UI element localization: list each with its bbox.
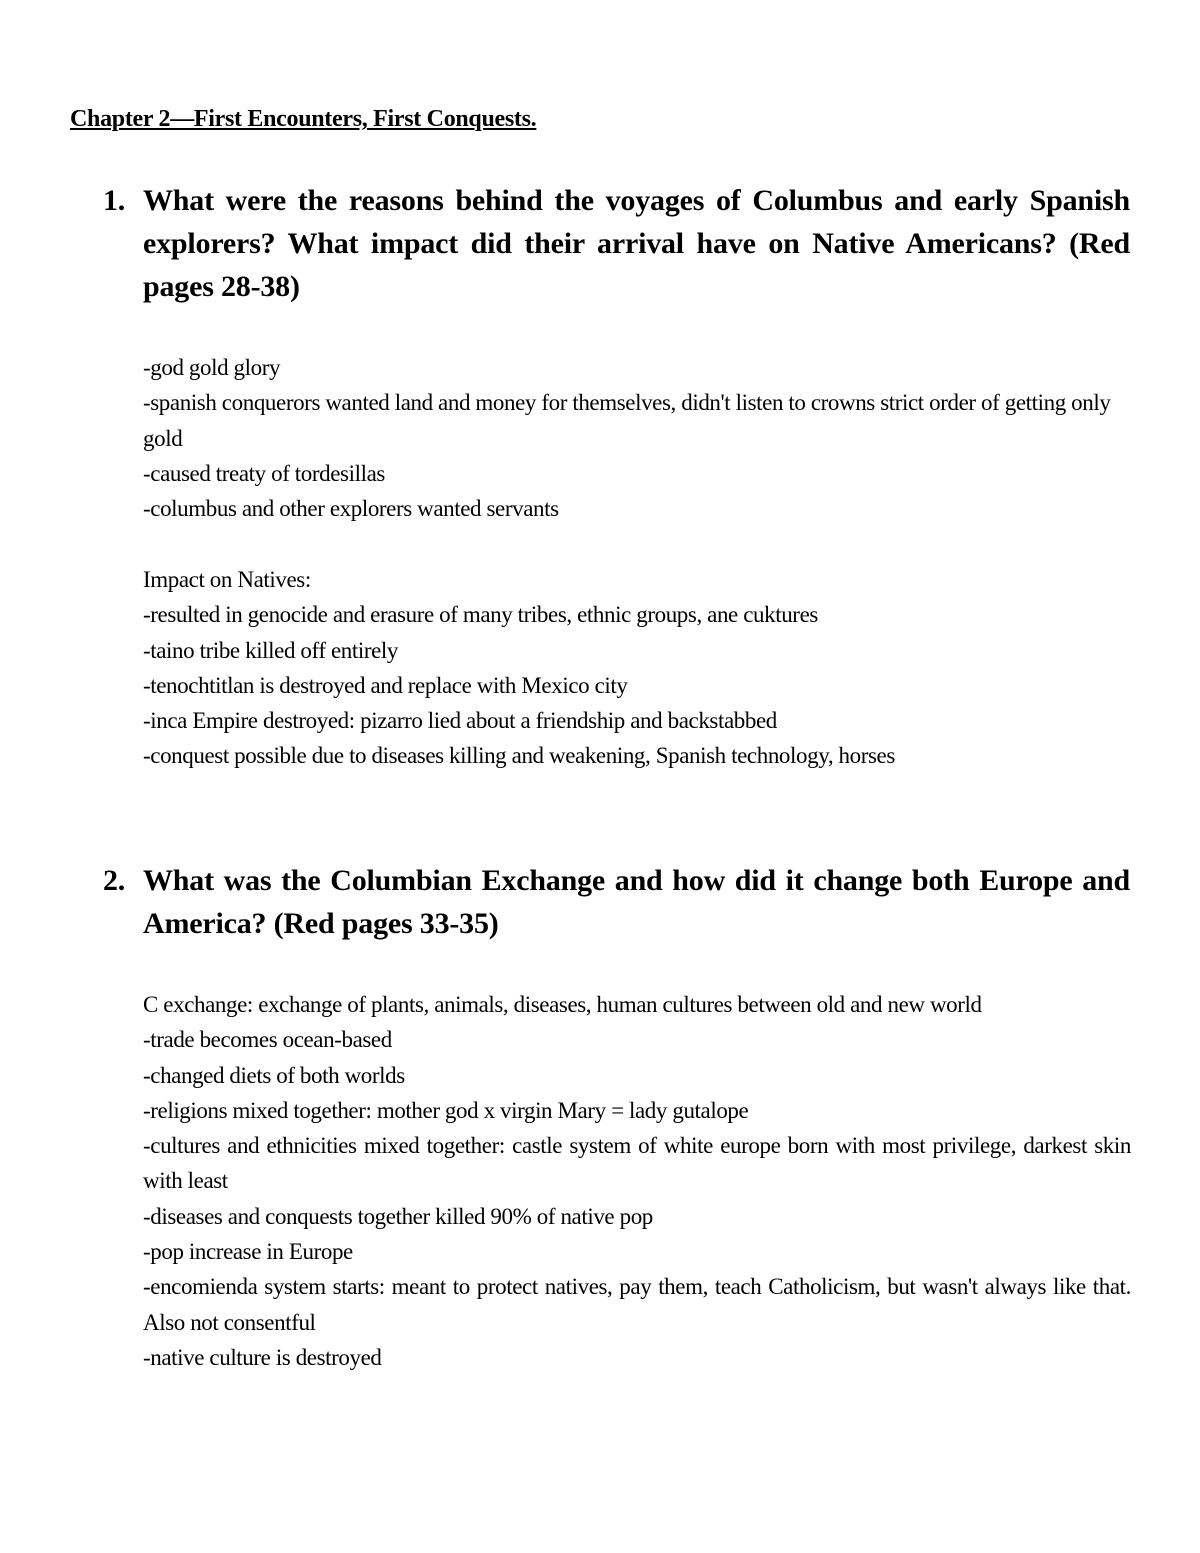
question-2 <box>103 859 1130 945</box>
answer-line: -native culture is destroyed <box>143 1344 382 1370</box>
answer-line: -religions mixed together: mother god x virgin Mary = lady gutalope <box>143 1097 749 1123</box>
chapter-title: Chapter 2—First Encounters, First Conquests. <box>70 106 537 132</box>
answer-list-exchange <box>143 987 1131 1375</box>
question-1 <box>103 179 1130 308</box>
impact-heading: Impact on Natives: <box>143 567 311 592</box>
answer-line: -encomienda system starts: meant to protect natives, pay them, teach Catholicism, but wasn't always like that. Also not consentful <box>143 1274 1131 1335</box>
question-text: What were the reasons behind the voyages of Columbus and early Spanish explorers? What impact did their arrival have on Native Americans? (Red pages 28-38) <box>143 184 1130 303</box>
answer-list-impact <box>143 562 1131 774</box>
question-text: What was the Columbian Exchange and how did it change both Europe and America? (Red pages 33-35) <box>143 864 1130 940</box>
answer-line: C exchange: exchange of plants, animals, diseases, human cultures between old and new world <box>143 992 982 1017</box>
answer-list-reasons <box>143 350 1131 526</box>
answer-line: -columbus and other explorers wanted servants <box>143 496 559 522</box>
answer-line: -trade becomes ocean-based <box>143 1027 392 1053</box>
answer-line: -inca Empire destroyed: pizarro lied about a friendship and backstabbed <box>143 708 777 734</box>
answer-line: -diseases and conquests together killed 90% of native pop <box>143 1203 653 1229</box>
question-number: 2. <box>103 864 126 897</box>
answer-line: -spanish conquerors wanted land and money for themselves, didn't listen to crowns strict order of getting only gold <box>143 390 1111 451</box>
answer-line: -god gold glory <box>143 355 281 380</box>
answer-line: -conquest possible due to diseases killing and weakening, Spanish technology, horses <box>143 743 895 769</box>
answer-line: -cultures and ethnicities mixed together: castle system of white europe born with most privilege, darkest skin with least <box>143 1133 1131 1194</box>
question-number: 1. <box>103 184 126 217</box>
answer-line: -caused treaty of tordesillas <box>143 460 385 486</box>
answer-line: -taino tribe killed off entirely <box>143 637 399 663</box>
answer-line: -resulted in genocide and erasure of many tribes, ethnic groups, ane cuktures <box>143 602 818 628</box>
answer-line: -pop increase in Europe <box>143 1239 353 1265</box>
answer-line: -changed diets of both worlds <box>143 1062 405 1088</box>
answer-line: -tenochtitlan is destroyed and replace with Mexico city <box>143 672 628 698</box>
